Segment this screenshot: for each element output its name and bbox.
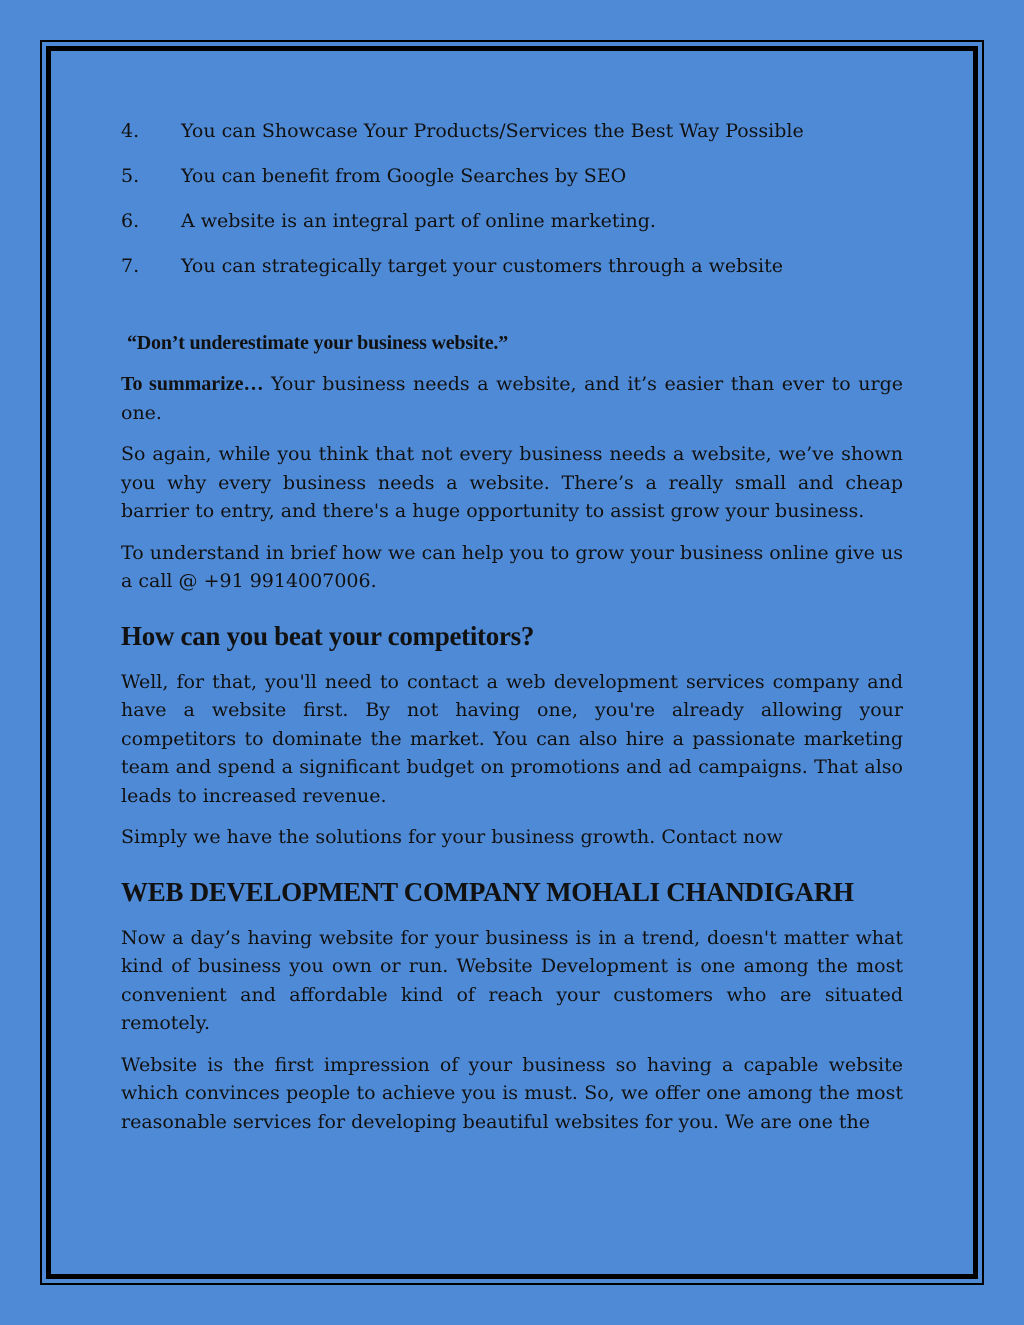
list-item	[121, 161, 903, 191]
list-item-number: 4.	[121, 120, 140, 142]
contact-paragraph: To understand in brief how we can help you to grow your business online give us a call @ +91 9914007006.	[121, 541, 903, 592]
section-heading-web-development: WEB DEVELOPMENT COMPANY MOHALI CHANDIGARH	[121, 876, 854, 907]
list-item-text: You can strategically target your customers through a website	[181, 255, 783, 277]
list-item-text: A website is an integral part of online marketing.	[181, 210, 656, 232]
list-item	[121, 251, 903, 281]
summary-lead: To summarize…	[121, 373, 264, 395]
summary-paragraph	[121, 370, 903, 427]
list-item-text: You can benefit from Google Searches by SEO	[181, 165, 627, 187]
pull-quote: “Don’t underestimate your business website.”	[127, 332, 509, 354]
summary-text: Your business needs a website, and it’s easier than ever to urge one.	[121, 373, 903, 424]
list-item	[121, 206, 903, 236]
list-item-number: 6.	[121, 210, 140, 232]
body-paragraph: Website is the first impression of your business so having a capable website which convinces people to achieve you is must. So, we offer one among the most reasonable services for developing beautiful websites for you. We are one the	[121, 1053, 903, 1133]
numbered-list	[121, 116, 903, 281]
body-paragraph: So again, while you think that not every business needs a website, we’ve shown you why every business needs a website. There’s a really small and cheap barrier to entry, and there's a huge opportunity to assist grow your business.	[121, 443, 903, 522]
body-paragraph: Well, for that, you'll need to contact a web development services company and have a website first. By not having one, you're already allowing your competitors to dominate the market. You can also hire a passionate marketing team and spend a significant budget on promotions and ad campaigns. That also leads to increased revenue.	[121, 670, 903, 807]
list-item-number: 5.	[121, 165, 140, 187]
list-item	[121, 116, 903, 146]
body-paragraph: Now a day’s having website for your business is in a trend, doesn't matter what kind of business you own or run. Website Development is one among the most convenient and affordable kind of reach your customers who are situated remotely.	[121, 926, 903, 1034]
list-item-text: You can Showcase Your Products/Services the Best Way Possible	[181, 120, 804, 142]
page-content	[121, 116, 903, 1149]
list-item-number: 7.	[121, 255, 140, 277]
body-paragraph: Simply we have the solutions for your business growth. Contact now	[121, 826, 783, 848]
section-heading-competitors: How can you beat your competitors?	[121, 620, 535, 651]
